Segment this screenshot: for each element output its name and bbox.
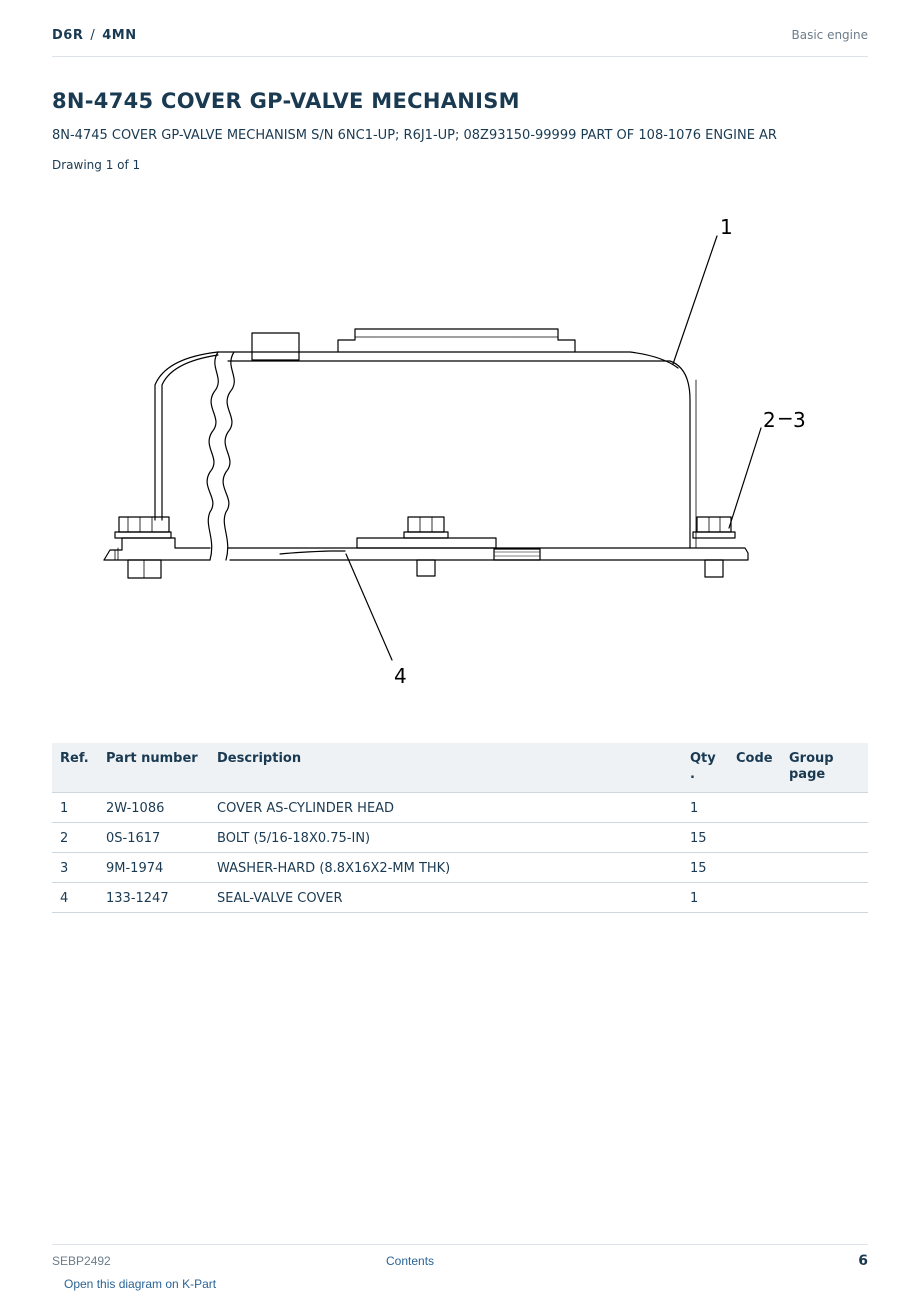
part-number-cell[interactable]: 0S-1617: [98, 823, 209, 853]
qty-cell: 1: [682, 883, 728, 913]
col-qty: Qty .: [682, 743, 728, 793]
ref-cell: 1: [52, 793, 98, 823]
description-cell: WASHER-HARD (8.8X16X2-MM THK): [209, 853, 682, 883]
base-flange: [104, 538, 748, 560]
code-cell: [728, 793, 781, 823]
cover-body: [155, 352, 696, 560]
qty-cell: 15: [682, 823, 728, 853]
open-in-kpart-link[interactable]: Open this diagram on K-Part: [64, 1277, 217, 1291]
section-label: Basic engine: [791, 28, 868, 42]
callout-4: 4: [394, 664, 407, 688]
top-features: [252, 329, 575, 360]
breadcrumb: [52, 28, 137, 56]
callout-2: 2: [763, 408, 776, 432]
table-row[interactable]: [52, 883, 868, 913]
callout-3: 3: [793, 408, 806, 432]
page-footer: [52, 1244, 868, 1269]
group-page-cell: [781, 823, 868, 853]
breadcrumb-serial[interactable]: 4MN: [102, 28, 137, 43]
col-description: Description: [209, 743, 682, 793]
code-cell: [728, 823, 781, 853]
col-ref: Ref.: [52, 743, 98, 793]
group-page-cell: [781, 853, 868, 883]
table-row[interactable]: [52, 793, 868, 823]
table-row[interactable]: [52, 823, 868, 853]
parts-diagram: [0, 190, 920, 710]
leader-line-1: [673, 236, 717, 364]
parts-table-header: [52, 743, 868, 793]
contents-link[interactable]: Contents: [386, 1254, 435, 1268]
code-cell: [728, 853, 781, 883]
page-number: 6: [858, 1253, 868, 1269]
leader-line-4: [346, 554, 392, 660]
code-cell: [728, 883, 781, 913]
qty-cell: 1: [682, 793, 728, 823]
breadcrumb-model[interactable]: D6R: [52, 28, 84, 43]
page-header: [52, 28, 868, 57]
ref-cell: 3: [52, 853, 98, 883]
parts-table: [52, 743, 868, 913]
group-page-cell: [781, 793, 868, 823]
group-page-cell: [781, 883, 868, 913]
col-part-number: Part number: [98, 743, 209, 793]
callout-dash: −: [777, 406, 794, 430]
page-title: 8N-4745 COVER GP-VALVE MECHANISM: [52, 89, 520, 113]
description-cell: BOLT (5/16-18X0.75-IN): [209, 823, 682, 853]
page-subtitle: 8N-4745 COVER GP-VALVE MECHANISM S/N 6NC1-UP; R6J1-UP; 08Z93150-99999 PART OF 108-1076 ENGINE AR: [52, 128, 777, 143]
ref-cell: 2: [52, 823, 98, 853]
callout-1: 1: [720, 215, 733, 239]
description-cell: COVER AS-CYLINDER HEAD: [209, 793, 682, 823]
description-cell: SEAL-VALVE COVER: [209, 883, 682, 913]
leader-line-2-3: [729, 428, 761, 528]
left-bolt: [115, 517, 171, 578]
qty-cell: 15: [682, 853, 728, 883]
part-number-cell[interactable]: 133-1247: [98, 883, 209, 913]
col-code: Code: [728, 743, 781, 793]
center-bolt: [404, 517, 448, 576]
col-group-page: Group page: [781, 743, 868, 793]
part-number-cell[interactable]: 9M-1974: [98, 853, 209, 883]
table-row[interactable]: [52, 853, 868, 883]
document-id: SEBP2492: [52, 1254, 111, 1268]
part-number-cell[interactable]: 2W-1086: [98, 793, 209, 823]
right-bolt: [693, 517, 735, 577]
breadcrumb-separator: /: [90, 28, 96, 43]
drawing-count: Drawing 1 of 1: [52, 158, 141, 172]
ref-cell: 4: [52, 883, 98, 913]
